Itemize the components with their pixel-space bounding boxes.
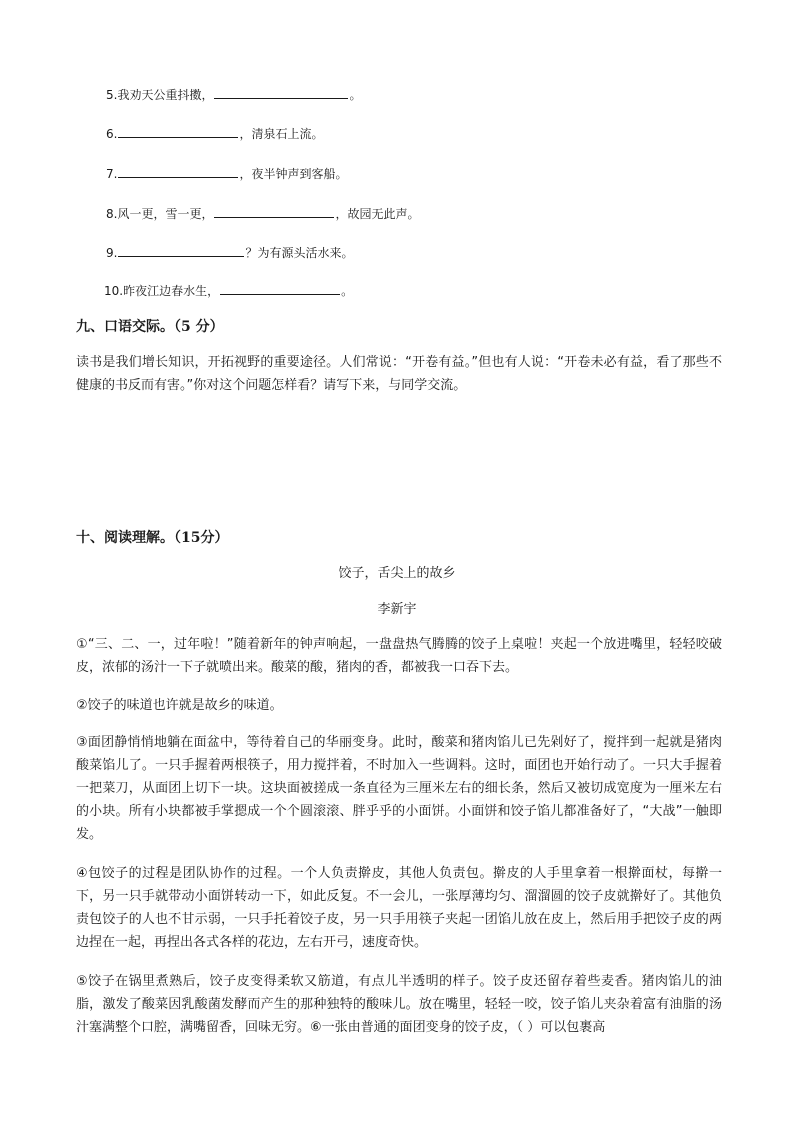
answer-blank[interactable] [220,282,340,295]
item-text-before: 风一更，雪一更， [117,207,214,221]
answer-blank[interactable] [118,125,238,138]
section9-title: 九、口语交际。（5 分） [76,319,224,335]
answer-blank[interactable] [118,165,238,178]
item-text-before: 昨夜江边春水生， [123,284,220,298]
item-number: 7. [106,167,118,181]
fill-item-9 [106,244,353,261]
item-number: 8. [106,207,118,221]
item-text-after: 。 [349,88,362,102]
answer-blank[interactable] [214,205,334,218]
item-text-after: ，夜半钟声到客船。 [239,167,348,181]
item-text-after: ，故园无此声。 [335,207,420,221]
fill-item-10 [104,282,353,299]
fill-item-6 [106,125,323,142]
item-text-after: ？为有源头活水来。 [245,246,354,260]
answer-blank[interactable] [214,86,348,99]
item-text-before: 我劝天公重抖擞， [117,88,214,102]
item-text-after: ，清泉石上流。 [239,127,324,141]
fill-item-7 [106,165,347,182]
article-paragraph-5: ⑤饺子在锅里煮熟后，饺子皮变得柔软又筋道，有点儿半透明的样子。饺子皮还留存着些麦香。猪肉馅儿的油脂，激发了酸菜因乳酸菌发酵而产生的那种独特的酸味儿。放在嘴里，轻轻一咬，饺子馅儿夹杂着富有油脂的汤汁塞满整个口腔，满嘴留香，回味无穷。⑥一张由普通的面团变身的饺子皮，（ ）可以包裹高 [76,974,722,1035]
article-paragraph-2: ②饺子的味道也许就是故乡的味道。 [76,698,283,713]
article-paragraph-3: ③面团静悄悄地躺在面盆中，等待着自己的华丽变身。此时，酸菜和猪肉馅儿已先剁好了，搅拌到一起就是猪肉酸菜馅儿了。一只手握着两根筷子，用力搅拌着，不时加入一些调料。这时，面团也开始行动了。一只大手握着一把菜刀，从面团上切下一块。这块面被搓成一条直径为三厘米左右的细长条，然后又被切成宽度为一厘米左右的小块。所有小块都被手掌摁成一个个圆滚滚、胖乎乎的小面饼。小面饼和饺子馅儿都准备好了，“大战”一触即发。 [76,735,722,842]
item-number: 9. [106,246,118,260]
item-number: 5. [106,88,118,102]
item-text-after: 。 [341,284,354,298]
section10-title: 十、阅读理解。（15分） [76,530,229,546]
item-number: 6. [106,127,118,141]
answer-blank[interactable] [118,244,244,257]
article-paragraph-1: ①“三、二、一，过年啦！”随着新年的钟声响起，一盘盘热气腾腾的饺子上桌啦！夹起一个放进嘴里，轻轻咬破皮，浓郁的汤汁一下子就喷出来。酸菜的酸，猪肉的香，都被我一口吞下去。 [76,637,722,675]
article-title: 饺子，舌尖上的故乡 [338,566,456,581]
article-paragraph-4: ④包饺子的过程是团队协作的过程。一个人负责擀皮，其他人负责包。擀皮的人手里拿着一根擀面杖，每擀一下，另一只手就带动小面饼转动一下，如此反复。不一会儿，一张厚薄均匀、溜溜圆的饺子皮就擀好了。其他负责包饺子的人也不甘示弱，一只手托着饺子皮，另一只手用筷子夹起一团馅儿放在皮上，然后用手把饺子皮的两边捏在一起，再捏出各式各样的花边，左右开弓，速度奇快。 [76,866,722,950]
fill-item-8 [106,205,419,222]
fill-item-5 [106,86,361,103]
article-author: 李新宇 [377,602,417,617]
section9-prompt: 读书是我们增长知识，开拓视野的重要途径。人们常说：“开卷有益。”但也有人说：“开卷未必有益，看了那些不健康的书反而有害。”你对这个问题怎样看？请写下来，与同学交流。 [76,355,722,393]
item-number: 10. [104,284,124,298]
